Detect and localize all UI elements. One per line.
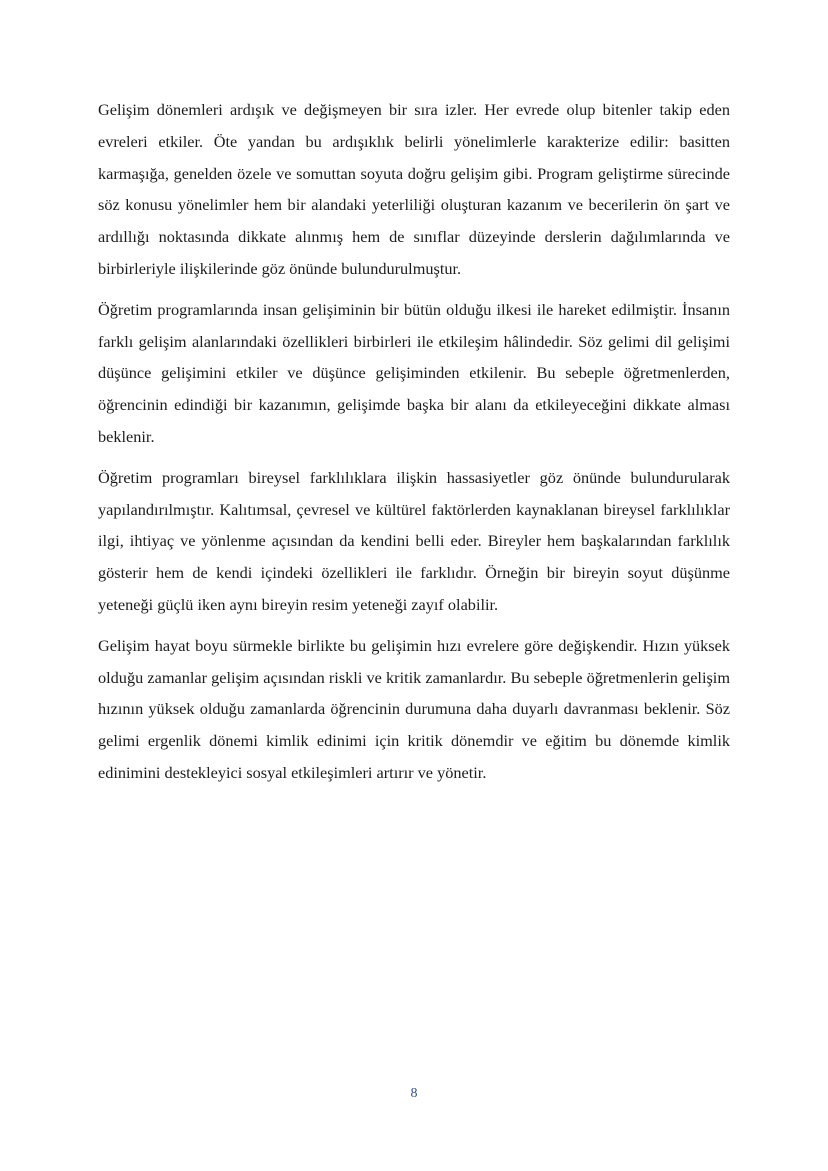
page-number: 8: [410, 1086, 418, 1101]
paragraph-individual-differences: Öğretim programları bireysel farklılıklara ilişkin hassasiyetler göz önünde bulundurularak yapılandırılmıştır. Kalıtımsal, çevresel ve kültürel faktörlerden kaynaklanan bireysel farklılıklar ilgi, ihtiyaç ve yönlenme açısından da kendini belli eder. Bireyler hem başkalarından farklılık gösterir hem de kendi içindeki özellikleri ile farklıdır. Örneğin bir bireyin soyut düşünme yeteneği güçlü iken aynı bireyin resim yeteneği zayıf olabilir.: [98, 467, 730, 614]
paragraph-holistic-development: Öğretim programlarında insan gelişiminin bir bütün olduğu ilkesi ile hareket edilmiştir. İnsanın farklı gelişim alanlarındaki özellikleri birbirleri ile etkileşim hâlindedir. Söz gelimi dil gelişimi düşünce gelişimini etkiler ve düşünce gelişiminden etkilenir. Bu sebeple öğretmenlerden, öğrencinin edindiği bir kazanımın, gelişimde başka bir alanı da etkileyeceğini dikkate alması beklenir.: [98, 299, 730, 446]
paragraph-development-rate: Gelişim hayat boyu sürmekle birlikte bu gelişimin hızı evrelere göre değişkendir. Hızın yüksek olduğu zamanlar gelişim açısından riskli ve kritik zamanlardır. Bu sebeple öğretmenlerin gelişim hızının yüksek olduğu zamanlarda öğrencinin durumuna daha duyarlı davranması beklenir. Söz gelimi ergenlik dönemi kimlik edinimi için kritik dönemdir ve eğitim bu dönemde kimlik edinimini destekleyici sosyal etkileşimleri artırır ve yönetir.: [98, 635, 730, 782]
paragraph-developmental-sequence: Gelişim dönemleri ardışık ve değişmeyen bir sıra izler. Her evrede olup bitenler takip eden evreleri etkiler. Öte yandan bu ardışıklık belirli yönelimlerle karakterize edilir: basitten karmaşığa, genelden özele ve somuttan soyuta doğru gelişim gibi. Program geliştirme sürecinde söz konusu yönelimler hem bir alandaki yeterliliği oluşturan kazanım ve becerilerin ön şart ve ardıllığı noktasında dikkate alınmış hem de sınıflar düzeyinde derslerin dağılımlarında ve birbirleriyle ilişkilerinde göz önünde bulundurulmuştur.: [98, 100, 730, 278]
body-text: [98, 94, 730, 798]
